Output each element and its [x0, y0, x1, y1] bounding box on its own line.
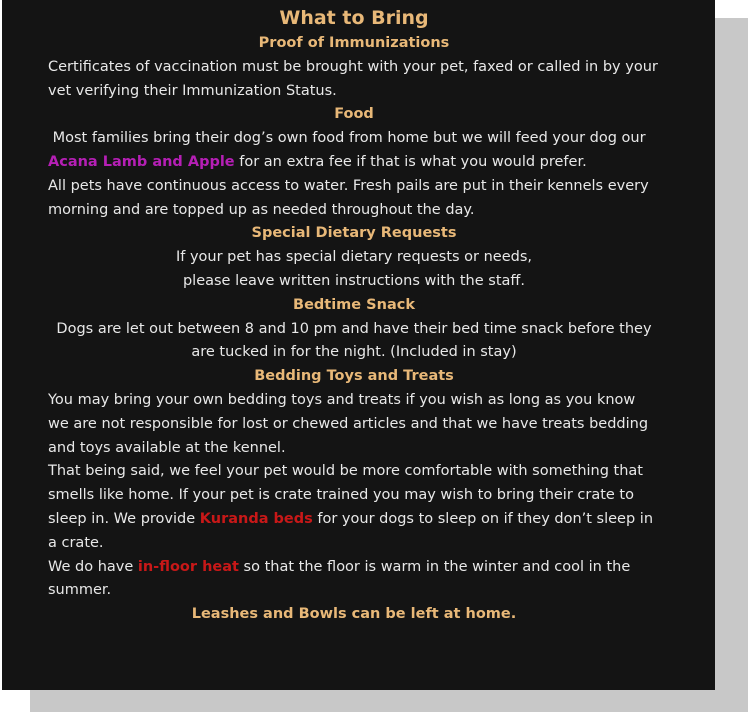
heading-bedtime: Bedtime Snack — [293, 296, 415, 313]
text-bedding-3 — [48, 556, 660, 604]
heading-dietary: Special Dietary Requests — [251, 225, 457, 242]
food-text-before: Most families bring their dog’s own food from home but we will feed your dog our — [48, 130, 651, 147]
text-bedding-2 — [48, 460, 660, 555]
heat-text-after: so that the floor is warm in the winter and cool in the summer. — [48, 558, 631, 599]
text-water: All pets have continuous access to water. Fresh pails are put in their kennels every morning and are topped up as needed throughout the day. — [48, 177, 649, 218]
text-bedding-1: You may bring your own bedding toys and treats if you wish as long as you know we are not responsible for lost or chewed articles and that we have treats bedding and toys available at the kennel. — [48, 391, 649, 456]
text-food — [48, 127, 660, 175]
heat-text-before: We do have — [48, 558, 138, 575]
heading-food: Food — [334, 106, 374, 123]
text-dietary-line1: If your pet has special dietary requests or needs, — [175, 249, 533, 266]
content-body — [48, 4, 660, 627]
page-title: What to Bring — [279, 7, 429, 29]
final-note: Leashes and Bowls can be left at home. — [191, 606, 517, 623]
heading-bedding: Bedding Toys and Treats — [254, 368, 454, 385]
kuranda-beds-highlight: Kuranda beds — [199, 510, 313, 527]
in-floor-heat-highlight: in-floor heat — [137, 558, 239, 575]
content-panel — [2, 0, 715, 690]
bedding-text-before: That being said, we feel your pet would be more comfortable with something that smells like home. If your pet is crate trained you may wish to bring their crate to sleep in. We provide — [48, 463, 643, 527]
text-immunizations: Certificates of vaccination must be brought with your pet, faxed or called in by your vet verifying their Immunization Status. — [48, 58, 658, 99]
food-brand-highlight: Acana Lamb and Apple — [48, 153, 235, 170]
text-dietary-line2: please leave written instructions with the staff. — [182, 272, 526, 289]
heading-immunizations: Proof of Immunizations — [258, 35, 450, 51]
bedding-text-after: for your dogs to sleep on if they don’t sleep in a crate. — [48, 510, 654, 551]
text-bedtime: Dogs are let out between 8 and 10 pm and have their bed time snack before they are tucked in for the night. (Included in stay) — [56, 320, 652, 361]
food-text-after: for an extra fee if that is what you would prefer. — [234, 153, 587, 170]
